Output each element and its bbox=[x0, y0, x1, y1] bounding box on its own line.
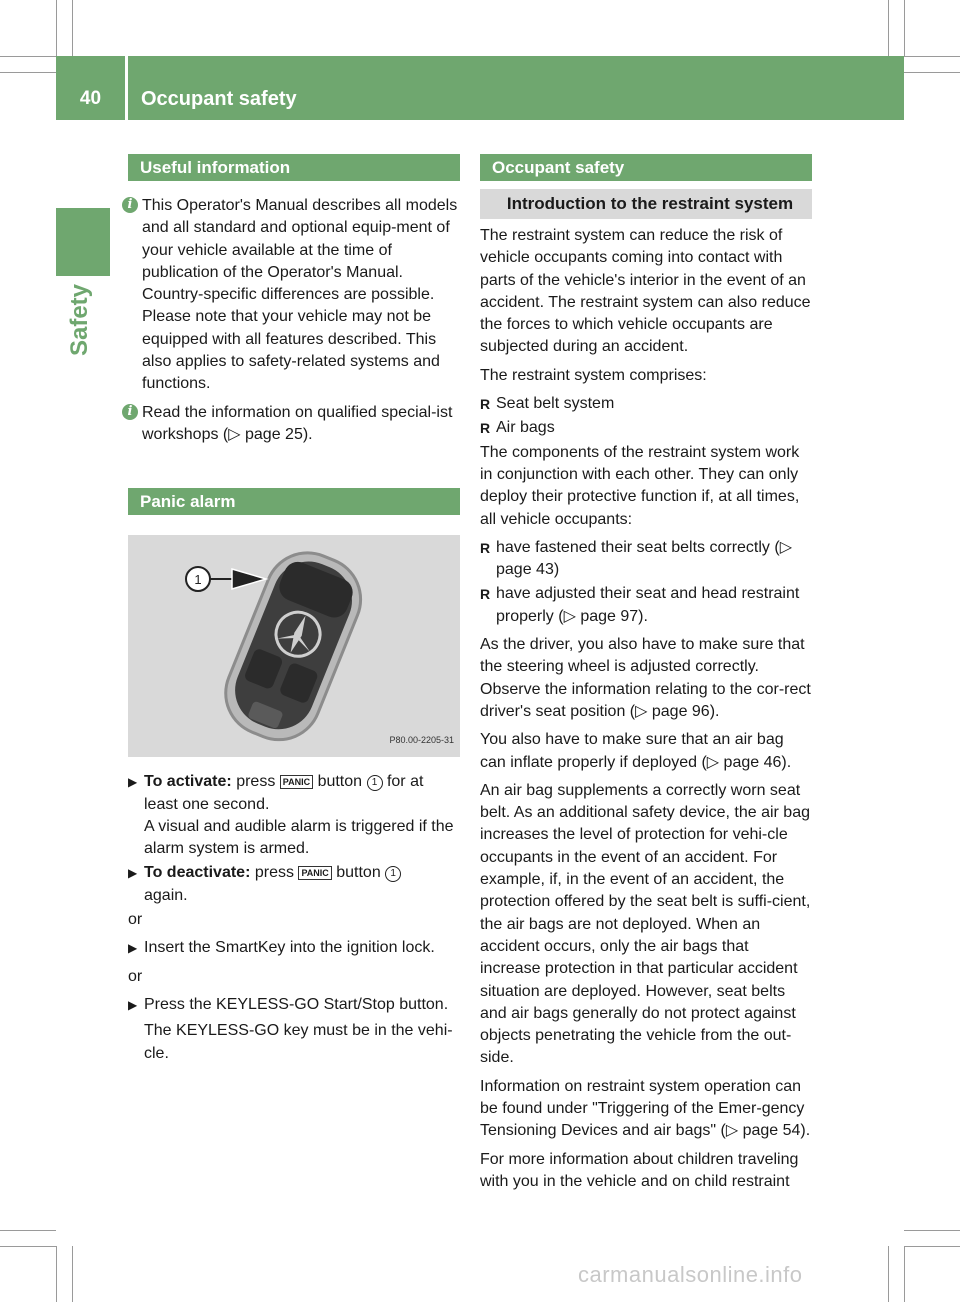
step-text: press bbox=[254, 864, 294, 882]
info-text: Read the information on qualified special-ist workshops (▷ page 25). bbox=[142, 403, 453, 443]
crop-mark bbox=[904, 0, 905, 56]
header-divider bbox=[125, 56, 128, 120]
paragraph: As the driver, you also have to make sure that the steering wheel is adjusted correctly. Observe the information relating to the cor-rect driver's seat position (▷ page 96). bbox=[480, 636, 811, 720]
crop-mark bbox=[0, 1246, 56, 1247]
info-text: This Operator's Manual describes all models and all standard and optional equip-ment of your vehicle available at the time of publication of the Operator's Manual. Country-specific differences are possible. Please note that your vehicle may not be equipped with all features described. This also applies to safety-related systems and functions. bbox=[142, 197, 458, 393]
list-item-text: have fastened their seat belts correctly (▷ page 43) bbox=[496, 538, 792, 579]
crop-mark bbox=[904, 1246, 905, 1302]
info-icon: i bbox=[122, 197, 138, 213]
step-text: Insert the SmartKey into the ignition lock. bbox=[144, 939, 435, 957]
step-press-button bbox=[128, 994, 460, 1065]
step-activate bbox=[128, 771, 460, 860]
info-note bbox=[128, 402, 460, 447]
list-item bbox=[480, 537, 812, 582]
crop-mark bbox=[56, 0, 57, 56]
step-arrow-icon: ▶ bbox=[128, 775, 138, 790]
list-item-text: Air bags bbox=[496, 419, 555, 437]
crop-mark bbox=[904, 56, 960, 57]
occupant-safety-heading: Occupant safety bbox=[480, 154, 812, 181]
crop-mark bbox=[72, 1246, 73, 1302]
paragraph: The restraint system comprises: bbox=[480, 366, 707, 384]
crop-mark bbox=[904, 72, 960, 73]
step-note: The KEYLESS-GO key must be in the vehi-cle. bbox=[144, 1022, 453, 1062]
step-label: To deactivate: bbox=[144, 864, 251, 882]
callout-ref: 1 bbox=[367, 775, 383, 791]
step-text: Press the KEYLESS-GO Start/Stop button. bbox=[144, 995, 449, 1013]
smartkey-photo bbox=[128, 535, 460, 757]
step-arrow-icon: ▶ bbox=[128, 941, 138, 956]
crop-mark bbox=[904, 1230, 960, 1231]
restraint-system-subheading: Introduction to the restraint system bbox=[480, 189, 812, 219]
step-insert-key bbox=[128, 937, 460, 959]
paragraph: Information on restraint system operation can be found under "Triggering of the Emer-gency Tensioning Devices and air bags" (▷ page 54). bbox=[480, 1077, 811, 1140]
bullet-icon: R bbox=[480, 586, 491, 603]
list-item bbox=[480, 417, 812, 439]
info-note bbox=[128, 195, 460, 396]
info-icon: i bbox=[122, 404, 138, 420]
crop-mark bbox=[0, 72, 56, 73]
list-item bbox=[480, 583, 812, 628]
paragraph: The components of the restraint system work in conjunction with each other. They can only deploy their protective function if, at all times, all vehicle occupants: bbox=[480, 443, 800, 528]
callout-ref: 1 bbox=[385, 866, 401, 882]
paragraph: The restraint system can reduce the risk of vehicle occupants coming into contact with parts of the vehicle's interior in the event of an accident. The restraint system can also reduce the forces to which vehicle occupants are subjected during an accident. bbox=[480, 227, 811, 356]
step-text: for at least one second. bbox=[144, 773, 424, 813]
useful-info-heading: Useful information bbox=[128, 154, 460, 181]
panic-key-icon: PANIC bbox=[280, 775, 313, 789]
crop-mark bbox=[888, 1246, 889, 1302]
smartkey-illustration bbox=[128, 535, 460, 757]
step-arrow-icon: ▶ bbox=[128, 997, 138, 1012]
step-text: button bbox=[336, 864, 381, 882]
or-separator: or bbox=[128, 911, 143, 929]
step-text: press bbox=[236, 773, 276, 791]
crop-mark bbox=[904, 1246, 960, 1247]
bullet-icon: R bbox=[480, 539, 491, 556]
callout-number: 1 bbox=[194, 572, 202, 588]
list-item-text: have adjusted their seat and head restraint properly (▷ page 97). bbox=[496, 585, 800, 625]
step-deactivate bbox=[128, 862, 460, 907]
step-arrow-icon: ▶ bbox=[128, 866, 138, 881]
watermark: carmanualsonline.info bbox=[578, 1262, 803, 1287]
paragraph: You also have to make sure that an air bag can inflate properly if deployed (▷ page 46). bbox=[480, 731, 792, 771]
crop-mark bbox=[0, 56, 56, 57]
paragraph: An air bag supplements a correctly worn seat belt. As an additional safety device, the air bag increases the level of protection for vehi-cle occupants in the event of an accident. For example, if, in the event of an accident, the protection offered by the seat belt is suffi-cient, the air bags are not deployed. When an accident occurs, only the air bags that increase protection in that particular accident situation are deployed. However, seat belts and air bags generally do not protect against objects penetrating the vehicle from the out-side. bbox=[480, 781, 811, 1067]
list-item bbox=[480, 393, 812, 415]
left-column bbox=[128, 154, 460, 1067]
step-note: A visual and audible alarm is triggered if the alarm system is armed. bbox=[144, 817, 454, 858]
image-code: P80.00-2205-31 bbox=[389, 734, 454, 745]
bullet-icon: R bbox=[480, 396, 491, 413]
list-item-text: Seat belt system bbox=[496, 395, 615, 413]
crop-mark bbox=[0, 1230, 56, 1231]
bullet-icon: R bbox=[480, 420, 491, 437]
page-title: Occupant safety bbox=[141, 88, 297, 110]
crop-mark bbox=[888, 0, 889, 56]
panic-alarm-heading: Panic alarm bbox=[128, 488, 460, 515]
chapter-tab bbox=[56, 208, 110, 276]
crop-mark bbox=[72, 0, 73, 56]
step-text: button bbox=[317, 773, 363, 791]
step-text: again. bbox=[144, 886, 188, 904]
right-column bbox=[480, 154, 812, 1199]
paragraph: For more information about children traveling with you in the vehicle and on child restraint bbox=[480, 1150, 799, 1190]
or-separator: or bbox=[128, 967, 143, 985]
step-label: To activate: bbox=[144, 773, 232, 791]
panic-key-icon: PANIC bbox=[298, 866, 331, 880]
chapter-label: Safety bbox=[66, 283, 93, 357]
page-number: 40 bbox=[79, 88, 102, 109]
crop-mark bbox=[56, 1246, 57, 1302]
